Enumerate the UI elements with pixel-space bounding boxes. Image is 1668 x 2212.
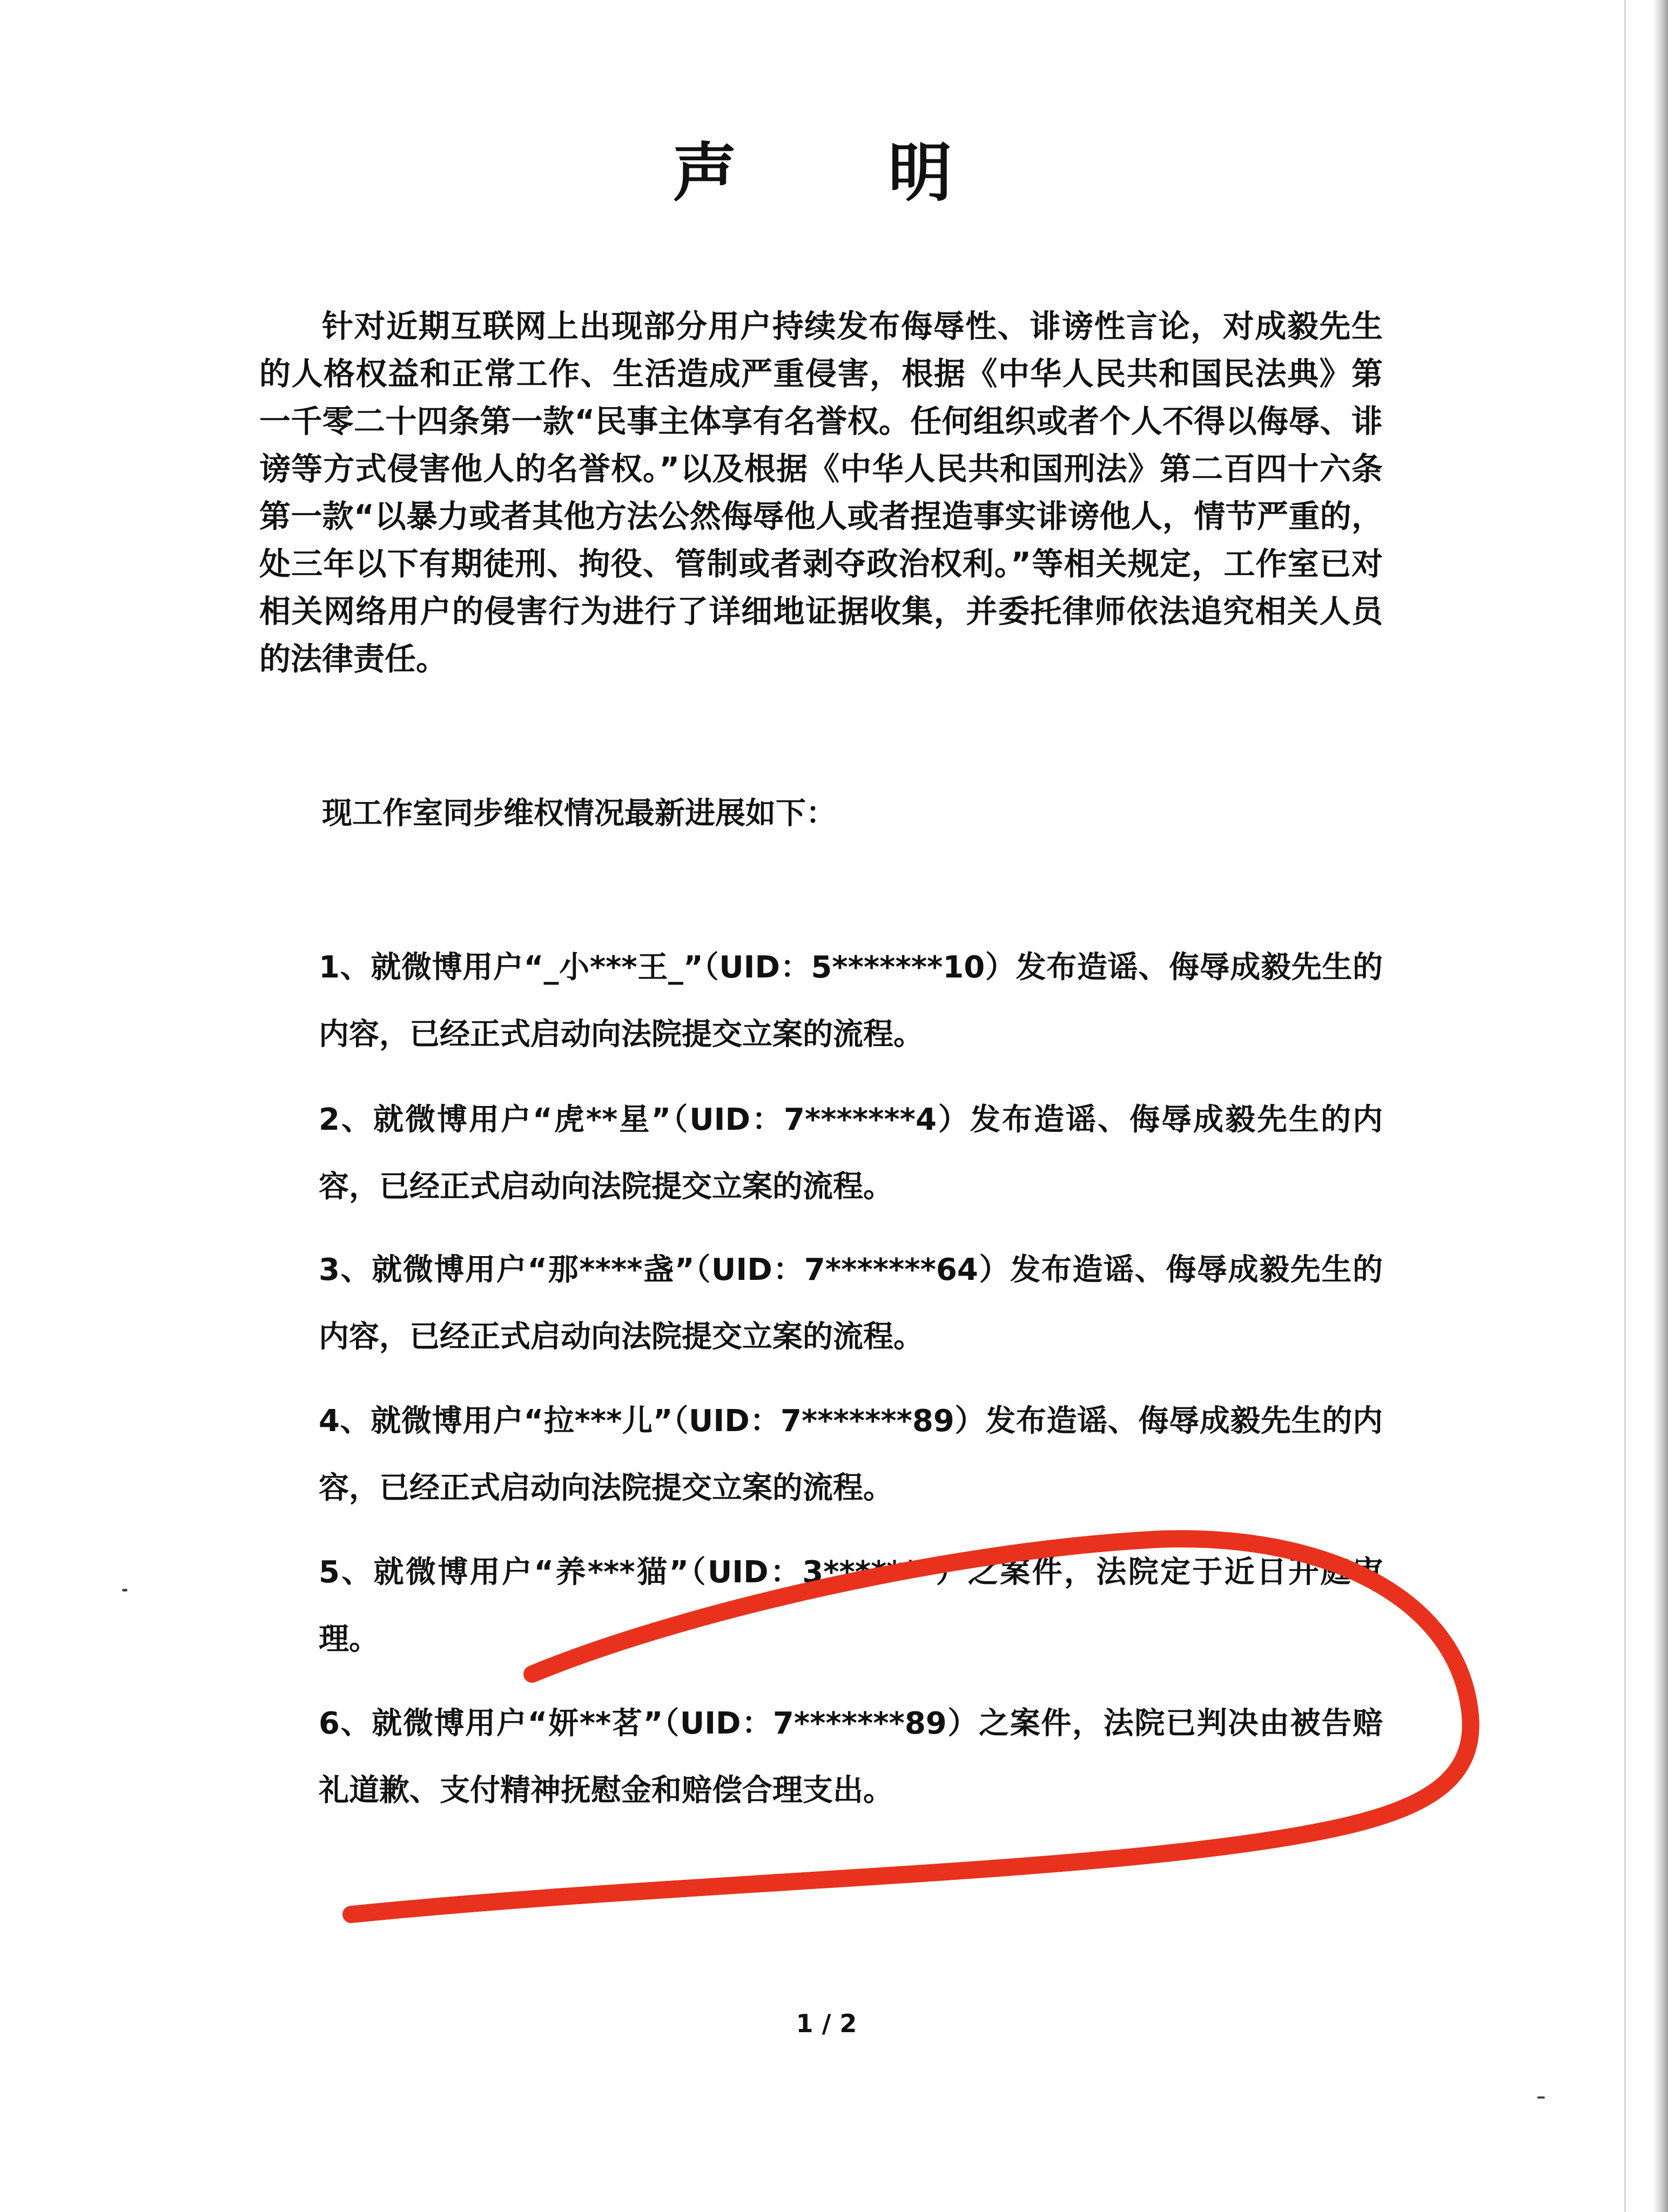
case-item-6: 6、就微博用户“妍**茗”（UID：7*******89）之案件，法院已判决由被告赔礼道歉、支付精神抚慰金和赔偿合理支出。 <box>319 1706 1383 1808</box>
case-item-5: 5、就微博用户“养***猫”（UID：3*******）之案件，法院定于近日开庭审理。 <box>319 1555 1383 1657</box>
case-item-2: 2、就微博用户“虎**星”（UID：7*******4）发布造谣、侮辱成毅先生的内容，已经正式启动向法院提交立案的流程。 <box>319 1102 1383 1204</box>
scan-edge-line <box>1624 0 1626 2212</box>
scan-speck <box>1537 2096 1545 2099</box>
page-number: 1 / 2 <box>796 2009 857 2038</box>
intro-paragraph: 针对近期互联网上出现部分用户持续发布侮辱性、诽谤性言论，对成毅先生的人格权益和正常工作、生活造成严重侵害，根据《中华人民共和国民法典》第一千零二十四条第一款“民事主体享有名誉权。任何组织或者个人不得以侮辱、诽谤等方式侵害他人的名誉权。”以及根据《中华人民共和国刑法》第二百四十六条第一款“以暴力或者其他方法公然侮辱他人或者捏造事实诽谤他人，情节严重的，处三年以下有期徒刑、拘役、管制或者剥夺政治权利。”等相关规定，工作室已对相关网络用户的侵害行为进行了详细地证据收集，并委托律师依法追究相关人员的法律责任。 <box>259 308 1383 677</box>
case-item-1: 1、就微博用户“_小***王_”（UID：5*******10）发布造谣、侮辱成毅先生的内容，已经正式启动向法院提交立案的流程。 <box>319 950 1383 1052</box>
case-item-4: 4、就微博用户“拉***儿”（UID：7*******89）发布造谣、侮辱成毅先生的内容，已经正式启动向法院提交立案的流程。 <box>319 1404 1383 1506</box>
scan-speck <box>122 1589 127 1591</box>
case-item-3: 3、就微博用户“那****盏”（UID：7*******64）发布造谣、侮辱成毅先生的内容，已经正式启动向法院提交立案的流程。 <box>319 1252 1383 1354</box>
scan-edge-shadow <box>1653 0 1668 2212</box>
progress-heading: 现工作室同步维权情况最新进展如下： <box>322 796 836 831</box>
document-title: 声 明 <box>672 135 1017 210</box>
